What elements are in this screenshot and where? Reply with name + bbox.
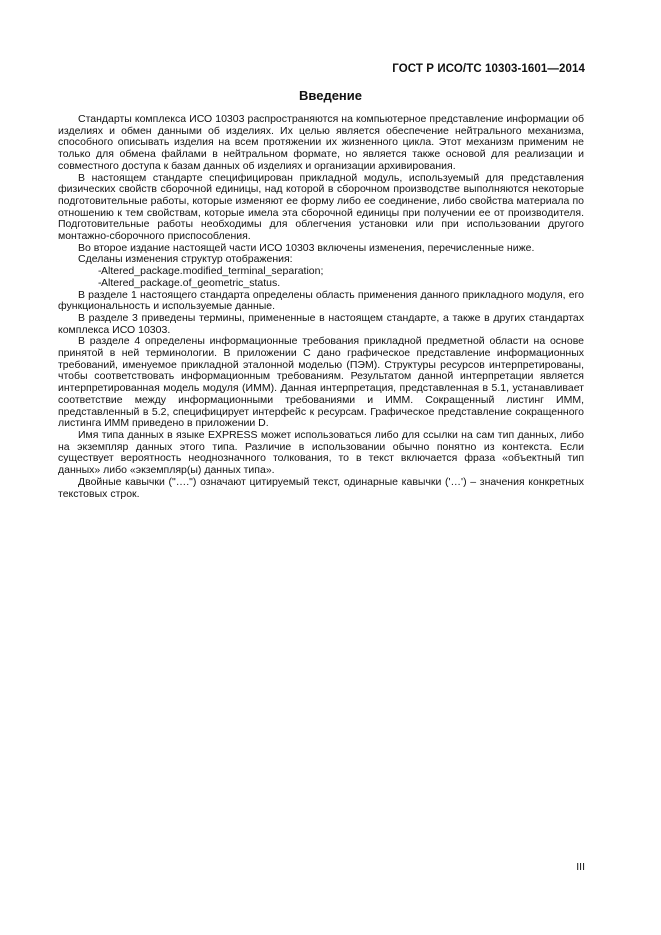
paragraph: В разделе 4 определены информационные требования прикладной предметной области на основе принятой в ней терминологии. В приложении С дано графическое представление информационных требований, именуемое прикладной эталонной моделью (ПЭМ). Структуры ресурсов интерпретированы, чтобы соответствовать информационным требованиям. Результатом данной интерпретации является интерпретированная модель модуля (ИММ). Данная интерпретация, представленная в 5.1, устанавливает соответствие между информационными требованиями и ИММ. Сокращенный листинг ИММ, представленный в 5.2, специфицирует интерфейс к ресурсам. Графическое представление сокращенного листинга ИММ приведено в приложении D.	[58, 335, 584, 430]
page-number: III	[576, 861, 585, 873]
standard-designation: ГОСТ Р ИСО/ТС 10303-1601—2014	[392, 63, 585, 75]
paragraph: Двойные кавычки ("….") означают цитируемый текст, одинарные кавычки ('…') – значения конкретных текстовых строк.	[58, 475, 584, 500]
paragraph: Имя типа данных в языке EXPRESS может использоваться либо для ссылки на сам тип данных, либо на экземпляр данных этого типа. Различие в использовании обычно понятно из контекста. Если существует вероятность неоднозначного толкования, то в текст включается фраза «объектный тип данных» либо «экземпляр(ы) данных типа».	[58, 428, 584, 477]
list-dash: -	[98, 276, 102, 289]
paragraph: В настоящем стандарте специфицирован прикладной модуль, используемый для представления физических свойств сборочной единицы, над которой в сборочном производстве выполняются некоторые подготовительные работы, которые изменяют ее форму либо ее соединение, либо свойства материала по отношению к тем свойствам, которые имела эта сборочной единицы при получении ее от производителя. Подготовительные работы необходимы для облегчения установки или при использовании другого монтажно-сборочного приспособления.	[58, 171, 584, 243]
list-item-text: Altered_package.of_geometric_status.	[101, 276, 281, 289]
introduction-body	[58, 114, 584, 500]
paragraph: Сделаны изменения структур отображения:	[78, 253, 293, 266]
paragraph: В разделе 1 настоящего стандарта определены область применения данного прикладного модуля, его функциональность и используемые данные.	[58, 288, 584, 313]
section-title: Введение	[299, 88, 362, 103]
list-dash: -	[98, 265, 102, 278]
list-item-text: Altered_package.modified_terminal_separation;	[101, 265, 324, 278]
paragraph: Стандарты комплекса ИСО 10303 распространяются на компьютерное представление информации об изделиях и обмен данными об изделиях. Их целью является обеспечение нейтрального механизма, способного описывать изделия на всем протяжении их жизненного цикла. Этот механизм применим не только для обмена файлами в нейтральном формате, но является также основой для реализации и совместного доступа к базам данных об изделиях и организации архивирования.	[58, 113, 584, 172]
list-item	[58, 278, 584, 290]
paragraph: Во второе издание настоящей части ИСО 10303 включены изменения, перечисленные ниже.	[78, 241, 535, 254]
paragraph: В разделе 3 приведены термины, примененные в настоящем стандарте, а также в других стандартах комплекса ИСО 10303.	[58, 311, 584, 336]
